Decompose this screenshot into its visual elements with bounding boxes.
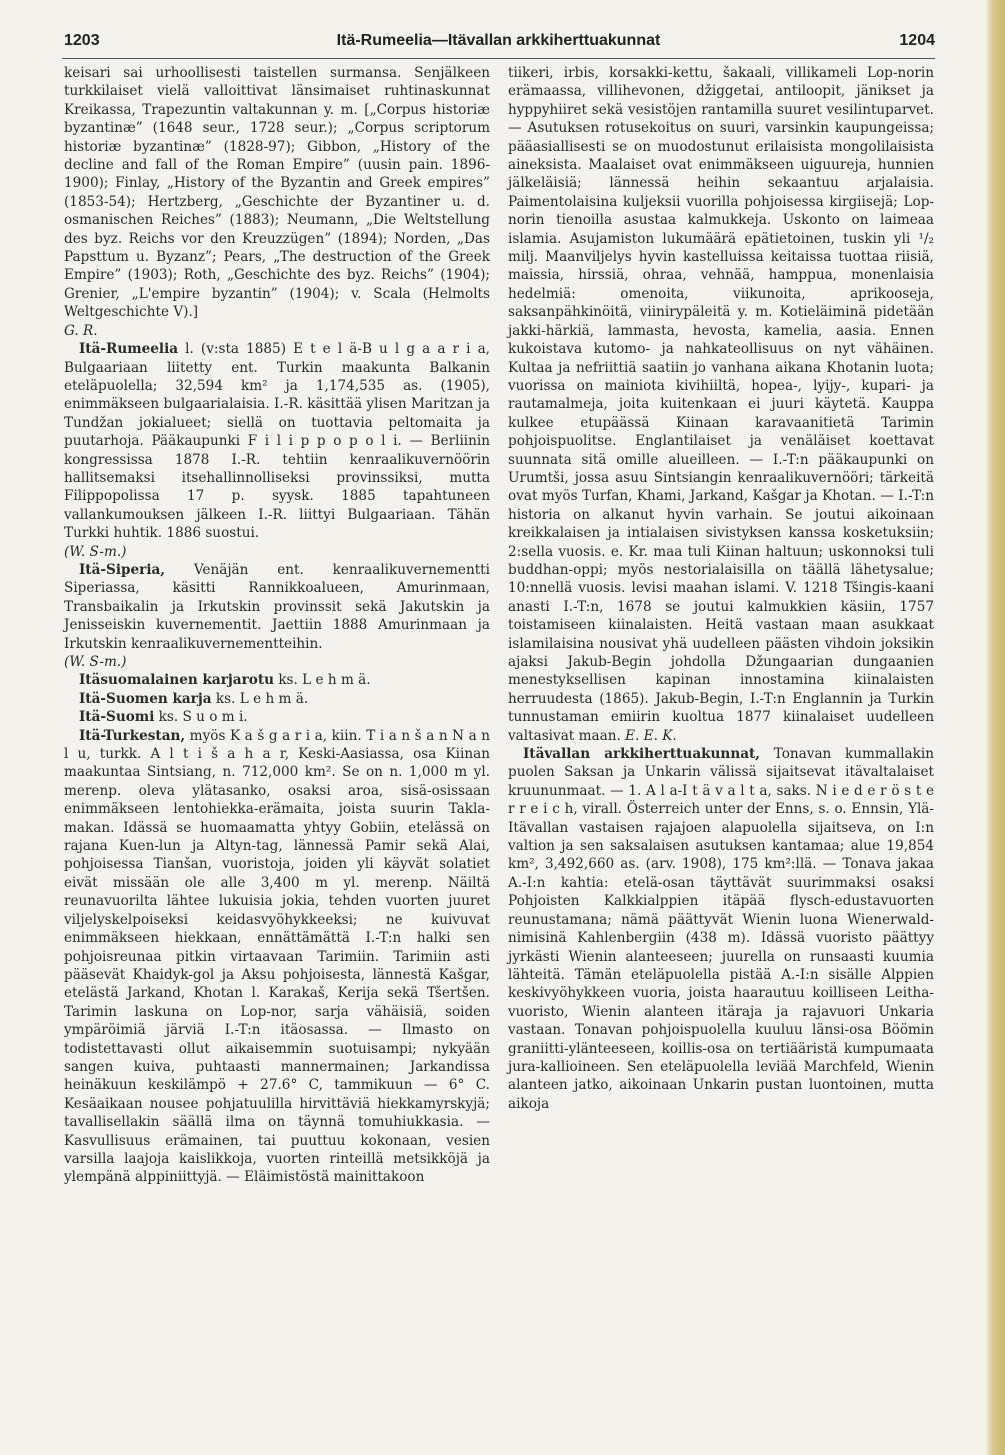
author-signature: G. R. (64, 322, 98, 339)
entry-headword: Itävallan arkkiherttuakunnat, (522, 746, 761, 763)
running-title: Itä-Rumeelia—Itävallan arkkiherttuakunnat (336, 32, 661, 49)
entry-itavallan-arkkiherttuakunnat: Itävallan arkkiherttuakunnat, Tonavan kummallakin puolen Saksan ja Unkarin välissä sijaitsevat itävaltalaiset kruununmaat. — 1. A l a-I t ä v a l t a, saks. N i e d e r ö s t e r r e i c h, virall. Österreich unter der Enns, s. o. Ennsin, Ylä-Itävallan vastaisen rajajoen alapuolella sijaitseva, on I:n valtion ja sen saksalaisen asutuksen kantamaa; alue 19,854 km², 3,492,660 as. (arv. 1908), 175 km²:llä. — Tonava jakaa A.-I:n kahtia: etelä-osan täyttävät suurimmaksi osaksi Pohjoisten Kalkkialppien itäpää flysch-edustavuorten reunustamana; nämä päättyvät Wienin luona Wienerwald-nimisinä Kahlenbergiin (438 m). Idässä vuoristo päättyy jyrkästi Wienin alanteeseen; juurella on runsaasti kuumia lähteitä. Tämän eteläpuolella pistää A.-I:n sisälle Alppien keskivyöhykkeen vuoria, joista haarautuu koilliseen Leitha-vuoristo, Wienin alanteen itäraja ja rajavuori Unkaria vastaan. Tonavan pohjoispuolella kuuluu länsi-osa Böömin graniitti-ylänteeseen, koillis-osa on tertiääristä kumpumaata jura-kallioineen. Sen eteläpuolella leviää Marchfeld, Wienin alanteen jatko, aikoinaan Unkarin pustan luontoinen, mutta aikoja (508, 746, 934, 1112)
entry-headword: Itä-Rumeelia (78, 341, 179, 358)
paragraph: keisari sai urhoollisesti taistellen surmansa. Senjälkeen turkkilaiset vielä valloittivat länsimaiset ruhtinaskunnat Kreikassa, Trapezuntin valtakunnan y. m. [„Corpus historiæ byzantinæ” (1648 seur., 1728 seur.); „Corpus scriptorum historiæ byzantinæ” (1828-97); Gibbon, „History of the decline and fall of the Roman Empire” (uusin pain. 1896-1900); Finlay, „History of the Byzantin and Greek empires” (1853-54); Hertzberg, „Geschichte der Byzantiner u. d. osmanischen Reiches” (1883); Neumann, „Die Weltstellung des byz. Reichs vor den Kreuzzügen” (1894); Norden, „Das Papsttum u. Byzanz”; Pears, „The destruction of the Greek Empire” (1903); Roth, „Geschichte des byz. Reichs” (1904); Grenier, „L'empire byzantin” (1904); v. Scala (Helmolts Weltgeschichte V).] (64, 65, 490, 321)
entry-headword: Itä-Turkestan, (78, 727, 186, 744)
entry-headword: Itä-Siperia, (78, 561, 166, 578)
entry-headword: Itäsuomalainen karjarotu (78, 672, 274, 689)
header-rule (62, 58, 935, 59)
paragraph: tiikeri, irbis, korsakki-kettu, šakaali, villikameli Lop-norin erämaassa, villihevonen, džiggetai, antiloopit, jänikset ja hyppyhiiret sekä vesistöjen rantamilla suuret vesilintuparvet. — Asutuksen rotusekoitus on suuri, varsinkin kaupungeissa; pääasiallisesti se on muodostunut erilaisista mongolilaisista aineksista. Maalaiset ovat enimmäkseen uiguureja, hunnien jälkeläisiä; lännessä heihin sekaantuu arjalaisia. Paimentolaisina kuljeksii vuorilla pohjoisessa kirgiisejä; Lop-norin tienoilla asustaa kalmukkeja. Uskonto on laimeaa islamia. Asujamiston lukumäärä epätietoinen, tuskin yli ¹/₂ milj. Maanviljelys hyvin kastelluissa keitaissa tuottaa riisiä, maissia, hirssiä, ohraa, vehnää, hamppua, monenlaisia hedelmiä: omenoita, viikunoita, aprikooseja, saksanpähkinöitä, viinirypäleitä y. m. Kotieläiminä pidetään jakki-härkiä, lammasta, hevosta, kamelia, aasia. Ennen kukoistava kutomo- ja nahkateollisuus on nyt vähäinen. Kultaa ja nefriittiä saatiin jo vanhana aikana Khotanin luota; vuorissa on mainiota kivihiiltä, hopea-, lyijy-, kupari- ja rautamalmeja, joita kuitenkaan ei juuri käytetä. Kauppa kulkee etupäässä Kiinaan karavaanitietä Tarimin pohjoispuolitse. Englantilaiset ja venäläiset koettavat suunnata sitä omille alueilleen. — I.-T:n pääkaupunki on Urumtši, jossa asuu Sintsiangin kenraalikuvernööri; tärkeitä ovat myös Turfan, Khami, Jarkand, Kašgar ja Khotan. — I.-T:n historia on alkanut hyvin varhain. Se joutui aikoinaan kreikkalaisen ja intialaisen sivistyksen kanssa kosketuksiin; 2:sella vuosis. e. Kr. maa tuli Kiinan haltuun; uskonnoksi tuli buddhan-oppi; myös nestorialaisilla on täällä lähetysalue; 10:nnellä vuosis. levisi maahan islami. V. 1218 Tšingis-kaani anasti I.-T:n, 1678 se joutui kalmukkien käsiin, 1757 toistamiseen kiinalaisten. Heitä vastaan maan asukkaat islamilaisina nousivat yhä uudelleen päästen vihdoin joksikin ajaksi Jakub-Begin johdolla Džungaarian dungaanien menestyksellisen kapinan innostamina kiinalaisten herruudesta (1865). Jakub-Begin, I.-T:n Englannin ja Turkin tunnustaman emiirin kuoltua 1877 kiinalaiset uudelleen valtasivat maan. E. E. K. (508, 65, 934, 744)
entry-itasuomalainen-karjarotu: Itäsuomalainen karjarotu ks. L e h m ä. (78, 672, 371, 689)
entry-ita-rumeelia: Itä-Rumeelia l. (v:sta 1885) E t e l ä-B u l g a a r i a, Bulgaariaan liitetty ent. Turkin maakunta Balkanin eteläpuolella; 32,594 km² ja 1,174,535 as. (1905), enimmäkseen bulgaarialaisia. I.-R. käsittää ylisen Maritzan ja Tundžan jokialueet; siellä on tuottavia peltomaita ja puutarhoja. Pääkaupunki F i l i p p o p o l i. — Berliinin kongressissa 1878 I.-R. tehtiin kenraalikuvernöörin hallitsemaksi itsehallinnolliseksi provinssiksi, mutta Filippopolissa 17 p. syysk. 1885 tapahtuneen vallankumouksen jälkeen I.-R. liittyi Bulgaariaan. Tähän Turkki huhtik. 1886 suostui. (64, 341, 490, 542)
page-header (62, 30, 935, 54)
page-edge (985, 0, 1005, 1455)
author-signature: (W. S-m.) (64, 654, 127, 670)
author-signature: (W. S-m.) (64, 543, 127, 560)
page-number-left: 1203 (64, 32, 100, 49)
entry-ita-suomen-karja: Itä-Suomen karja ks. L e h m ä. (78, 690, 309, 707)
entry-headword: Itä-Suomen karja (78, 690, 212, 707)
entry-ita-siperia: Itä-Siperia, Venäjän ent. kenraalikuvernementti Siperiassa, käsitti Rannikkoalueen, Amurinmaan, Transbaikalin ja Irkutskin provinssit sekä Jakutskin ja Jenisseiskin kuvernementit. Jaettiin 1888 Amurinmaan ja Irkutskin kenraalikuvernementteihin. (64, 561, 490, 652)
author-signature: E. E. K. (625, 727, 677, 744)
right-column (508, 64, 934, 1113)
entry-ita-suomi: Itä-Suomi ks. S u o m i. (78, 709, 248, 726)
entry-headword: Itä-Suomi (78, 709, 155, 726)
entry-ita-turkestan: Itä-Turkestan, myös K a š g a r i a, kiin. T i a n š a n N a n l u, turkk. A l t i š a h a r, Keski-Aasiassa, osa Kiinan maakuntaa Sintsiang, n. 712,000 km². Se on n. 1,000 m yl. merenp. oleva ylätasanko, osaksi aroa, sisä-osissaan enimmäkseen lentohiekka-erämaita, joista suurin Takla-makan. Idässä se huomaamatta yhtyy Gobiin, etelässä on rajana Kuen-lun ja Altyn-tag, lännessä Pamir sekä Alai, pohjoisessa Tianšan, vuoristoja, joiden yli käyvät solatiet eivät missään ole alle 3,400 m yl. merenp. Näiltä reunavuorilta lähtee lukuisia jokia, tehden vuorten juuret viljelyskelpoiseksi keidasvyöhykkeeksi; ne kuivuvat enimmäkseen hiekkaan, ennättämättä I.-T:n halki sen pohjoisreunaa pitkin virtaavaan Tarimiin. Tarimiin asti pääsevät Khaidyk-gol ja Aksu pohjoisesta, lännestä Kašgar, etelästä Jarkand, Khotan l. Karakaš, Kerija sekä Tšertšen. Tarimin laskuna on Lop-nor, sarja vähäisiä, soiden ympäröimiä järviä I.-T:n itäosassa. — Ilmasto on todistettavasti ollut aikaisemmin suotuisampi; nykyään sangen kuiva, puhtaasti mannermainen; Jarkandissa heinäkuun keskilämpö + 27.6° C, tammikuun — 6° C. Kesäaikaan nousee pohjatuulilla hirvittäviä hiekkamyrskyjä; tavallisellakin säällä ilma on täynnä tomuhiukkasia. — Kasvullisuus erämainen, tai puuttuu kokonaan, vesien varsilla laajoja kaislikkoja, vuorten rinteillä metsikköjä ja ylempänä alppiniittyjä. — Eläimistöstä mainittakoon (64, 727, 490, 1186)
left-column (64, 64, 490, 1187)
page-number-right: 1204 (899, 32, 935, 49)
